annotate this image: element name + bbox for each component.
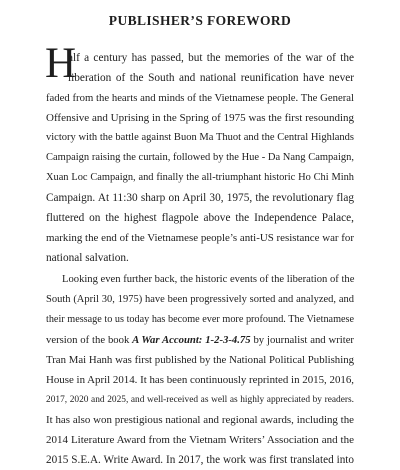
text-line: South (April 30, 1975) have been progressively sorted and analyzed, and bbox=[46, 294, 354, 305]
text-line: 2017, 2020 and 2025, and well-received as well as highly appreciated by readers. bbox=[46, 395, 354, 405]
text-segment: by journalist and writer bbox=[250, 334, 354, 346]
text-line: Xuan Loc Campaign, and finally the all-triumphant historic Ho Chi Minh bbox=[46, 172, 354, 183]
text-line: House in April 2014. It has been continuously reprinted in 2015, 2016, bbox=[46, 374, 354, 386]
book-title: A War Account: 1-2-3-4.75 bbox=[132, 334, 251, 346]
text-line: 2014 Literature Award from the Vietnam Writers’ Association and the bbox=[46, 434, 354, 446]
text-line: Looking even further back, the historic events of the liberation of the bbox=[62, 274, 355, 285]
text-line: liberation of the South and national reunification have never bbox=[68, 72, 354, 84]
drop-cap: H bbox=[45, 40, 77, 87]
text-line: their message to us today has become ever more profound. The Vietnamese bbox=[46, 314, 354, 325]
text-line: 2015 S.E.A. Write Award. In 2017, the work was first translated into bbox=[46, 454, 354, 466]
page-heading: PUBLISHER’S FOREWORD bbox=[108, 13, 292, 28]
text-line: marking the end of the Vietnamese people’s anti-US resistance war for bbox=[46, 232, 354, 244]
text-segment: version of the book bbox=[46, 334, 133, 346]
text-line: national salvation. bbox=[46, 252, 129, 264]
text-line: Tran Mai Hanh was first published by the National Political Publishing bbox=[46, 354, 354, 366]
text-line: Campaign. At 11:30 sharp on April 30, 1975, the revolutionary flag bbox=[46, 192, 354, 204]
text-line: alf a century has passed, but the memories of the war of the bbox=[68, 52, 354, 64]
text-line: faded from the hearts and minds of the Vietnamese people. The General bbox=[46, 92, 354, 104]
text-line bbox=[46, 330, 354, 350]
text-line: fluttered on the highest flagpole above the Independence Palace, bbox=[46, 212, 354, 224]
text-line: Campaign raising the curtain, followed by the Hue - Da Nang Campaign, bbox=[46, 152, 354, 163]
text-line: It has also won prestigious national and regional awards, including the bbox=[46, 414, 354, 426]
text-line: victory with the battle against Buon Ma Thuot and the Central Highlands bbox=[46, 132, 354, 143]
text-line: Offensive and Uprising in the Spring of 1975 was the first resounding bbox=[46, 112, 354, 124]
